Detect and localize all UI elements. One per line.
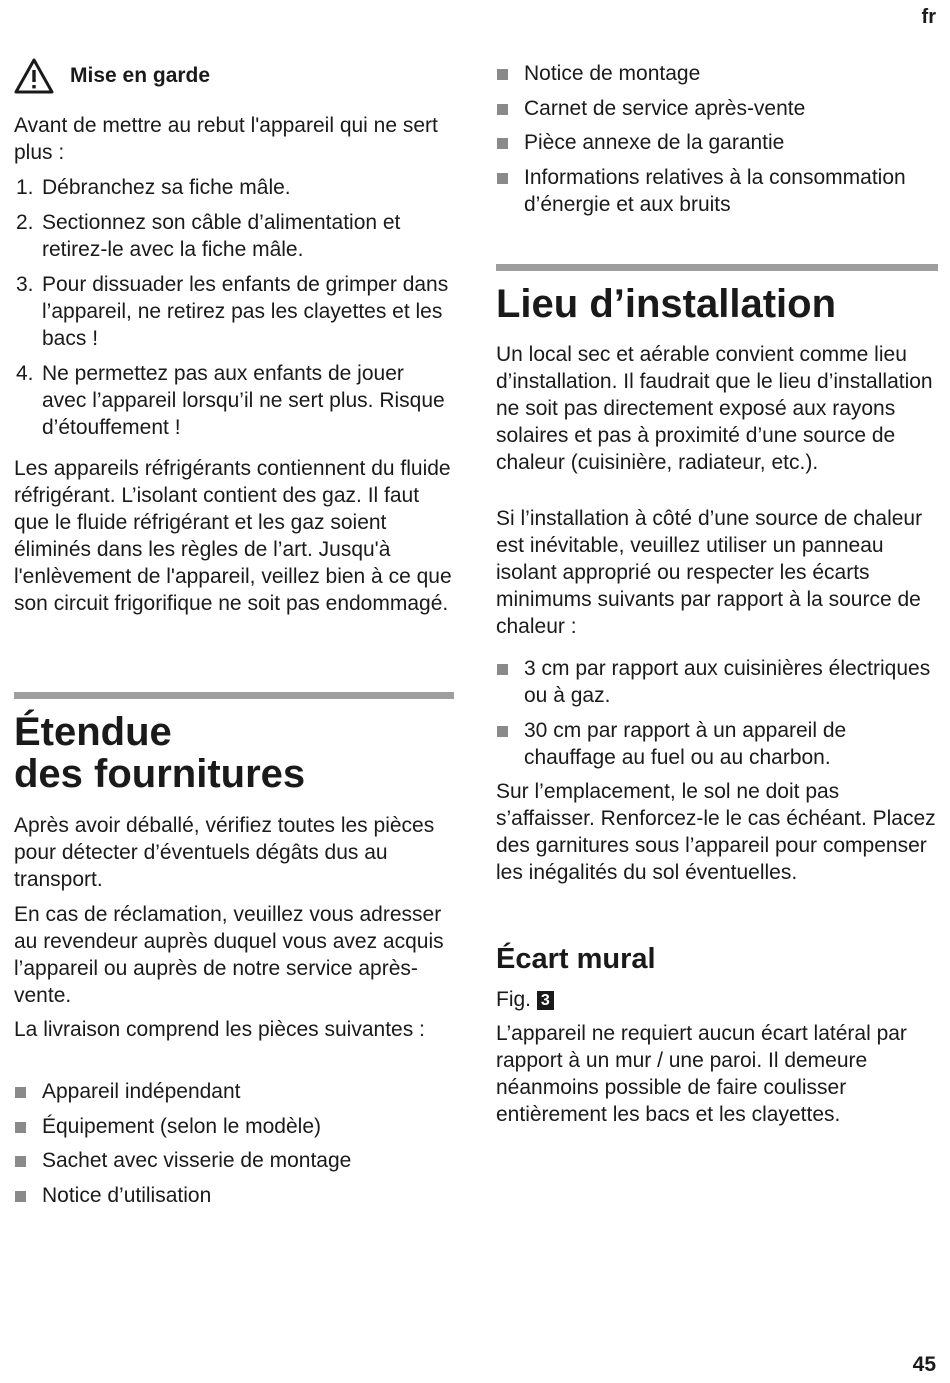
supply-paragraph-2: En cas de réclamation, veuillez vous adresser au revendeur auprès duquel vous avez acquis l’appareil ou auprès de notre service après-vente. bbox=[14, 903, 444, 1007]
bullet-square-icon bbox=[497, 69, 508, 80]
bullet-square-icon bbox=[15, 1087, 26, 1098]
list-item: Pièce annexe de la garantie bbox=[496, 129, 938, 156]
list-item: 2. Sectionnez son câble d’alimentation et retirez-le avec la fiche mâle. bbox=[16, 211, 401, 261]
warning-triangle-icon bbox=[14, 58, 54, 94]
supply-title-line1: Étendue bbox=[14, 710, 172, 754]
bullet-square-icon bbox=[15, 1122, 26, 1133]
figure-reference bbox=[496, 986, 938, 1013]
warning-intro: Avant de mettre au rebut l'appareil qui ne sert plus : bbox=[14, 114, 438, 164]
warning-title: Mise en garde bbox=[70, 64, 211, 87]
supply-paragraph-1: Après avoir déballé, vérifiez toutes les pièces pour détecter d’éventuels dégâts dus au transport. bbox=[14, 814, 435, 891]
wall-gap-title: Écart mural bbox=[496, 943, 656, 975]
list-item: Carnet de service après-vente bbox=[496, 95, 938, 122]
bullet-square-icon bbox=[15, 1191, 26, 1202]
installation-title: Lieu d’installation bbox=[496, 282, 837, 326]
bullet-square-icon bbox=[497, 104, 508, 115]
bullet-square-icon bbox=[497, 726, 508, 737]
list-item: Notice d’utilisation bbox=[14, 1182, 454, 1209]
warning-heading bbox=[14, 58, 210, 94]
supply-paragraph-3: La livraison comprend les pièces suivantes : bbox=[14, 1018, 425, 1041]
list-item: Notice de montage bbox=[496, 60, 938, 87]
page-number: 45 bbox=[912, 1353, 936, 1376]
section-divider bbox=[496, 264, 938, 271]
list-item: 30 cm par rapport à un appareil de chauffage au fuel ou au charbon. bbox=[496, 717, 938, 771]
supply-list-left bbox=[14, 1078, 454, 1216]
list-item: Équipement (selon le modèle) bbox=[14, 1113, 454, 1140]
list-item: 4. Ne permettez pas aux enfants de jouer avec l’appareil lorsqu’il ne sert plus. Risque d’étouffement ! bbox=[16, 362, 445, 439]
refrigerant-paragraph: Les appareils réfrigérants contiennent du fluide réfrigérant. L’isolant contient des gaz. Il faut que le fluide réfrigérant et les gaz soient éliminés dans les règles de l’art. Jusqu'à l'enlèvement de l'appareil, veillez bien à ce que son circuit frigorifique ne soit pas endommagé. bbox=[14, 457, 452, 615]
list-item: 1. Débranchez sa fiche mâle. bbox=[16, 176, 291, 199]
installation-paragraph-3: Sur l’emplacement, le sol ne doit pas s’affaisser. Renforcez-le le cas échéant. Placez des garnitures sous l’appareil pour compenser les inégalités du sol éventuelles. bbox=[496, 780, 936, 884]
supply-title-line2: des fournitures bbox=[14, 752, 306, 796]
language-code: fr bbox=[921, 6, 936, 28]
figure-label: Fig. bbox=[496, 988, 532, 1011]
distance-list bbox=[496, 655, 938, 778]
list-item: 3. Pour dissuader les enfants de grimper dans l’appareil, ne retirez pas les clayettes et les bacs ! bbox=[16, 273, 449, 350]
bullet-square-icon bbox=[497, 664, 508, 675]
supply-heading bbox=[14, 711, 454, 795]
supply-list-right bbox=[496, 60, 938, 225]
bullet-square-icon bbox=[497, 138, 508, 149]
disposal-steps bbox=[14, 174, 454, 449]
list-item: 3 cm par rapport aux cuisinières électriques ou à gaz. bbox=[496, 655, 938, 709]
wall-gap-paragraph: L’appareil ne requiert aucun écart latéral par rapport à un mur / une paroi. Il demeure néanmoins possible de faire coulisser entièrement les bacs et les clayettes. bbox=[496, 1022, 907, 1126]
bullet-square-icon bbox=[497, 173, 508, 184]
list-item: Informations relatives à la consommation d’énergie et aux bruits bbox=[496, 164, 938, 218]
section-divider bbox=[14, 692, 454, 699]
bullet-square-icon bbox=[15, 1156, 26, 1167]
installation-paragraph-2: Si l’installation à côté d’une source de chaleur est inévitable, veuillez utiliser un panneau isolant approprié ou respecter les écarts minimums suivants par rapport à la source de chaleur : bbox=[496, 507, 923, 638]
list-item: Sachet avec visserie de montage bbox=[14, 1147, 454, 1174]
installation-paragraph-1: Un local sec et aérable convient comme lieu d’installation. Il faudrait que le lieu d’installation ne soit pas directement exposé aux rayons solaires et pas à proximité d’une source de chaleur (cuisinière, radiateur, etc.). bbox=[496, 343, 933, 474]
list-item: Appareil indépendant bbox=[14, 1078, 454, 1105]
figure-number-badge: 3 bbox=[537, 991, 554, 1010]
